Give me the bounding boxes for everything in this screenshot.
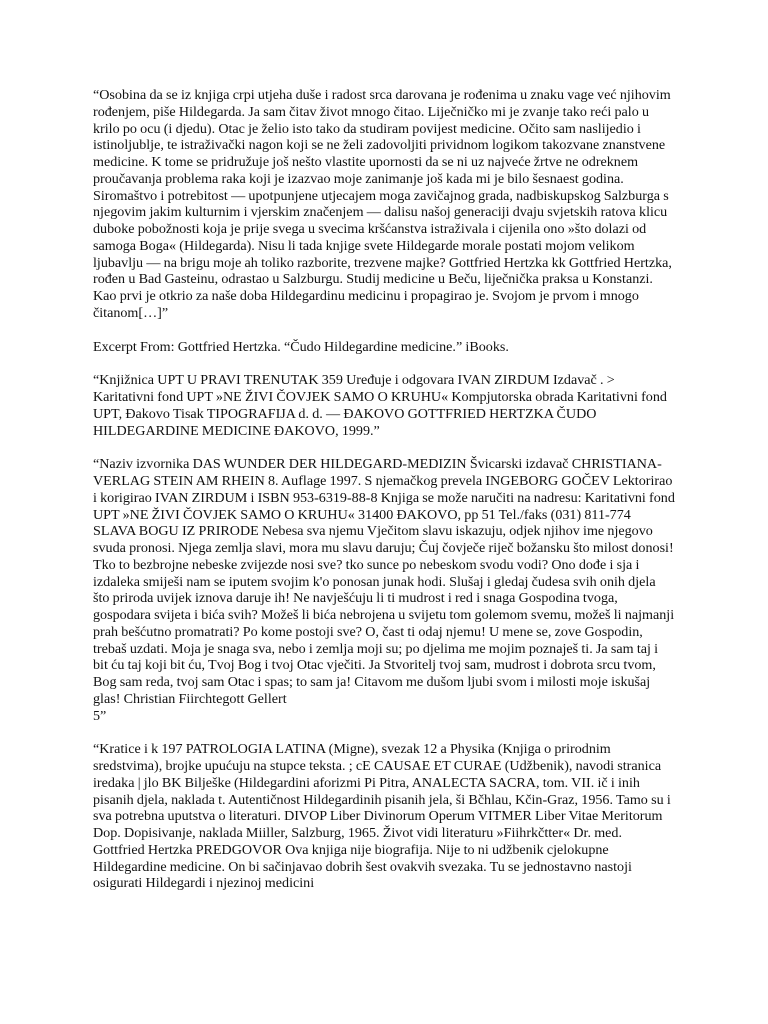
quote-paragraph-abbreviations-and-preface: “Kratice i k 197 PATROLOGIA LATINA (Migne), svezak 12 a Physika (Knjiga o prirodnim sredstvima), brojke upućuju na stupce teksta. ; cE CAUSAE ET CURAE (Udžbenik), navodi stranica iredaka | jlo BK Bilješke (Hildegardini aforizmi Pi Pitra, ANALECTA SACRA, tom. VII. ič i inih pisanih djela, naklada t. Autentičnost Hildegardinih pisanih jela, ši Bčhlau, Kčin-Graz, 1956. Tamo su i sva potrebna uputstva o literaturi. DIVOP Liber Divinorum Operum VITMER Liber Vitae Meritorum Dop. Dopisivanje, naklada Miiller, Salzburg, 1965. Život vidi literaturu »Fiihrkčtter« Dr. med. Gottfried Hertzka PREDGOVOR Ova knjiga nije biografija. Nije to ni udžbenik cjelokupne Hildegardine medicine. On bi sačinjavao dobrih šest ovakvih svezaka. Tu se jednostavno nastoji osigurati Hildegardi i njezinoj medicini [93,741,671,892]
excerpt-citation: Excerpt From: Gottfried Hertzka. “Čudo Hildegardine medicine.” iBooks. [93,338,509,355]
document-page [93,87,675,909]
quote-paragraph-autobiography: “Osobina da se iz knjiga crpi utjeha duše i radost srca darovana je rođenima u znaku vage već njihovim rođenjem, piše Hildegarda. Ja sam čitav život mnogo čitao. Liječničko mi je zvanje tako reći palo u krilo po ocu (i djedu). Otac je želio isto tako da studiram povijest medicine. Očito sam naslijedio i istinoljublje, te istraživački nagon koji se ne želi zadovoljiti prividnom logikom takozvane znanstvene medicine. K tome se pridružuje još nešto vlastite upornosti da se ni uz najveće žrtve ne odreknem proučavanja problema raka koji je izazvao moje zanimanje još kada mi je bilo šesnaest godina. Siromaštvo i potrebitost — upotpunjene utjecajem moga zavičajnog grada, nadbiskupskog Salzburga s njegovim jakim kulturnim i vjerskim značenjem — dalisu našoj generaciji dvaju svjetskih ratova klicu duboke pobožnosti koja je prije svega u svecima kršćanstva istraživala i cijenila ono »što dolazi od samoga Boga« (Hildegarda). Nisu li tada knjige svete Hildegarde morale postati mojom velikom ljubavlju — na brigu moje ah toliko razborite, trezvene majke? Gottfried Hertzka kk Gottfried Hertzka, rođen u Bad Gasteinu, odrastao u Salzburgu. Studij medicine u Beču, liječnička praksa u Konstanzi. Kao prvi je otkrio za naše doba Hildegardinu medicinu i propagirao je. Svojom je prvom i mnogo čitanom[…]” [93,87,672,321]
quote-paragraph-original-title-and-poem: “Naziv izvornika DAS WUNDER DER HILDEGARD-MEDIZIN Švicarski izdavač CHRISTIANA-VERLAG STEIN AM RHEIN 8. Auflage 1997. S njemačkog prevela INGEBORG GOČEV Lektorirao i korigirao IVAN ZIRDUM i ISBN 953-6319-88-8 Knjiga se može naručiti na nadresu: Karitativni fond UPT »NE ŽIVI ČOVJEK SAMO O KRUHU« 31400 ĐAKOVO, pp 51 Tel./faks (031) 811-774 SLAVA BOGU IZ PRIRODE Nebesa sva njemu Vječitom slavu iskazuju, odjek njihov ime njegovo svuda pronosi. Njega zemlja slavi, mora mu slavu daruju; Čuj čovječe riječ božansku što milost donosi! Tko to bezbrojne nebeske zvijezde nosi sve? tko sunce po nebeskom svodu vodi? Ono dođe i sja i izdaleka smiješi nam se iputem svojim k'o ponosan junak hodi. Slušaj i gledaj čudesa svih onih djela što priroda uvijek iznova daruje ih! Ne navješćuju li ti mudrost i red i snaga Gospodina tvoga, gospodara svijeta i bića svih? Možeš li bića nebrojena u svijetu tom golemom svemu, možeš li najmanji prah bešćutno promatrati? Po kome postoji sve? O, čast ti odaj njemu! U mene se, zove Gospodin, trebaš uzdati. Moja je snaga sva, nebo i zemlja moji su; po djelima me mojim poznaješ ti. Ja sam taj i bit ću taj koji bit ću, Tvoj Bog i tvoj Otac vječiti. Ja Stvoritelj tvoj sam, mudrost i dobrota srcu tvom, Bog sam reda, tvoj sam Otac i spas; to sam ja! Citavom me dušom ljubi svom i milosti moje iskušaj glas! Christian Fiirchtegott Gellert 5” [93,456,675,724]
quote-paragraph-imprint: “Knjižnica UPT U PRAVI TRENUTAK 359 Uređuje i odgovara IVAN ZIRDUM Izdavač . > Karitativni fond UPT »NE ŽIVI ČOVJEK SAMO O KRUHU« Kompjutorska obrada Karitativni fond UPT, Đakovo Tisak TIPOGRAFIJA d. d. — ĐAKOVO GOTTFRIED HERTZKA ČUDO HILDEGARDINE MEDICINE ĐAKOVO, 1999.” [93,372,667,439]
